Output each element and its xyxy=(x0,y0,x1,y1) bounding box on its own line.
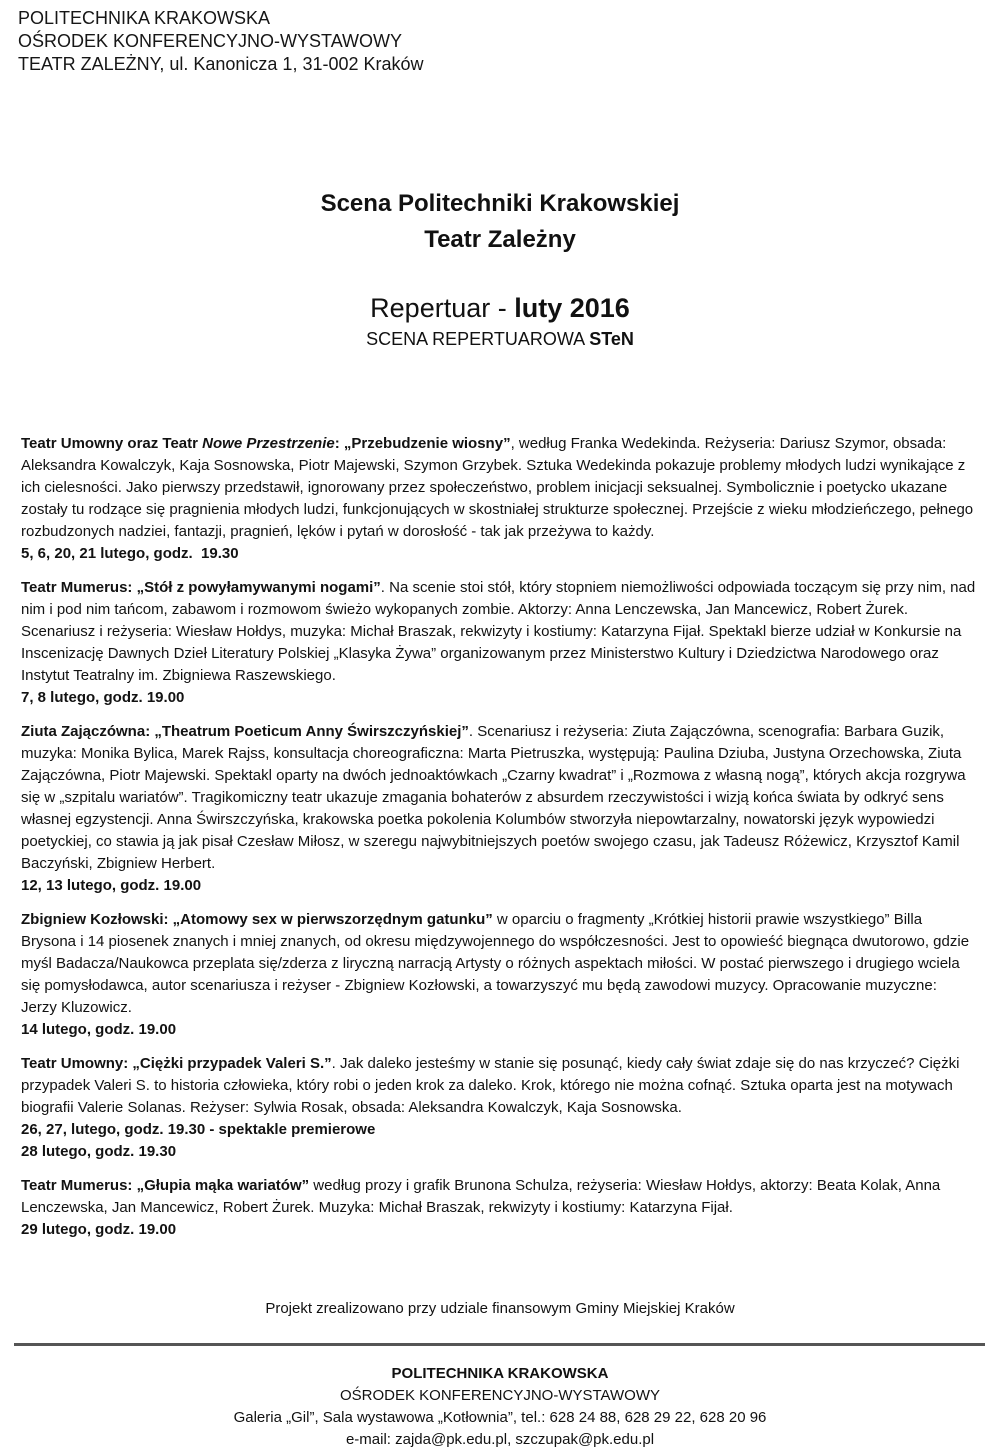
program-description xyxy=(21,721,976,875)
program-title-run: Teatr Umowny oraz Teatr xyxy=(21,435,203,452)
program-title-run: Zbigniew Kozłowski: „Atomowy sex w pierwszorzędnym gatunku” xyxy=(21,911,493,928)
repertoire-month: luty 2016 xyxy=(514,293,630,323)
program-text-run: . Scenariusz i reżyseria: Ziuta Zajączówna, scenografia: Barbara Guzik, muzyka: Monika Bylica, Marek Rajss, konsultacja choreograficzna: Marta Pietruszka, występują: Paulina Dziuba, Justyna Orzechowska, Ziuta Zajączówna, Piotr Majewski. Spektakl oparty na dwóch jednoaktówkach „Czarny kwadrat” i „Rozmowa z własną nogą”, których akcja rozgrywa się w „szpitalu wariatów”. Tragikomiczny teatr ukazuje zmagania bohaterów z absurdem rzeczywistości i wizją końca świata by odkryć sens własnej egzystencji. Anna Świrszczyńska, krakowska poetka pokolenia Kolumbów stworzyła niepowtarzalny, nowatorski język wypowiedzi poetyckiej, co stawia ją jak pisał Czesław Miłosz, w szeregu najwybitniejszych poetów swojego czasu, jak Tadeusz Różewicz, Krzysztof Kamil Baczyński, Zbigniew Herbert. xyxy=(21,723,966,872)
program-title-run: Teatr Mumerus: „Stół z powyłamywanymi nogami” xyxy=(21,579,381,596)
program-text-run: , według Franka Wedekinda. Reżyseria: Dariusz Szymor, obsada: Aleksandra Kowalczyk, Kaja Sosnowska, Piotr Majewski, Szymon Grzybek. Sztuka Wedekinda pokazuje problemy młodych ludzi wynikające z ich cielesności. Jako pierwszy przedstawił, ignorowany przez społeczeństwo, problem inicjacji seksualnej. Symbolicznie i poetycko ukazane zostały tu rodzące się pragnienia młodych ludzi, funkcjonujących w skostniałej strukturze społecznej. Przejście z wieku młodzieńczego, pełnego rozbudzonych nadziei, fantazji, pragnień, lęków i pytań w dorosłość - tak jak przeżywa to każdy. xyxy=(21,435,974,540)
program-description xyxy=(21,909,976,1019)
program-title-run: Ziuta Zajączówna: „Theatrum Poeticum Anny Świrszczyńskiej” xyxy=(21,723,469,740)
page-title-line1: Scena Politechniki Krakowskiej xyxy=(320,190,680,217)
program-date: 14 lutego, godz. 19.00 xyxy=(21,1021,177,1038)
program-text-run: . Na scenie stoi stół, który stopniem niemożliwości odpowiada toczącym się przy nim, nad nim i pod nim tańcom, zabawom i rozmowom świeżo wykopanych zombie. Aktorzy: Anna Lenczewska, Jan Mancewicz, Robert Żurek. Scenariusz i reżyseria: Wiesław Hołdys, muzyka: Michał Braszak, rekwizyty i kostiumy: Katarzyna Fijał. Spektakl bierze udział w Konkursie na Inscenizację Dawnych Dzieł Literatury Polskiej „Klasyka Żywa” organizowanym przez Ministerstwo Kultury i Dziedzictwa Narodowego oraz Instytut Teatralny im. Zbigniewa Raszewskiego. xyxy=(21,579,976,684)
stage-subtitle-label: SCENA REPERTUAROWA xyxy=(366,329,590,349)
stage-subtitle-name: STeN xyxy=(589,329,634,349)
program-text-run: . Jak daleko jesteśmy w stanie się posunąć, kiedy cały świat zdaje się do nas krzyczeć? Ciężki przypadek Valeri S. to historia człowieka, który robi o jeden krok za daleko. Krok, którego nie można cofnąć. Sztuka oparta jest na motywach biografii Valerie Solanas. Reżyser: Sylwia Rosak, obsada: Aleksandra Kowalczyk, Kaja Sosnowska. xyxy=(21,1055,960,1116)
program-title-run: Teatr Mumerus: „Głupia mąka wariatów” xyxy=(21,1177,310,1194)
program-description xyxy=(21,433,976,543)
stage-subtitle xyxy=(0,327,1000,351)
program-description xyxy=(21,1053,976,1119)
letterhead-center: OŚRODEK KONFERENCYJNO-WYSTAWOWY xyxy=(18,31,403,51)
program-date: 12, 13 lutego, godz. 19.00 xyxy=(21,877,202,894)
footer-center: OŚRODEK KONFERENCYJNO-WYSTAWOWY xyxy=(339,1387,660,1404)
footer-email: e-mail: zajda@pk.edu.pl, szczupak@pk.edu.pl xyxy=(345,1431,655,1447)
page-title-line2: Teatr Zależny xyxy=(424,226,576,253)
program-date: 5, 6, 20, 21 lutego, godz. 19.30 xyxy=(21,545,239,562)
program-entry xyxy=(21,909,976,1041)
program-description xyxy=(21,577,976,687)
program-description xyxy=(21,1175,976,1219)
program-entry xyxy=(21,1175,976,1241)
program-text-run: według prozy i grafik Brunona Schulza, reżyseria: Wiesław Hołdys, aktorzy: Beata Kolak, Anna Lenczewska, Jan Mancewicz, Robert Żurek. Muzyka: Michał Braszak, rekwizyty i kostiumy: Katarzyna Fijał. xyxy=(21,1177,941,1216)
letterhead xyxy=(0,0,1000,76)
title-block xyxy=(0,186,1000,351)
program-entry xyxy=(21,433,976,565)
program-entry xyxy=(21,577,976,709)
footer-block xyxy=(0,1363,1000,1447)
program-date: 29 lutego, godz. 19.00 xyxy=(21,1221,177,1238)
program-date: 28 lutego, godz. 19.30 xyxy=(21,1143,177,1160)
footer-divider xyxy=(14,1343,985,1346)
program-date: 26, 27, lutego, godz. 19.30 - spektakle premierowe xyxy=(21,1121,376,1138)
program-title-run: : „Przebudzenie wiosny” xyxy=(334,435,511,452)
repertoire-label: Repertuar - xyxy=(370,293,515,323)
program-entry xyxy=(21,721,976,897)
letterhead-address: TEATR ZALEŻNY, ul. Kanonicza 1, 31-002 Kraków xyxy=(18,54,424,74)
repertoire-list xyxy=(0,433,1000,1241)
program-title-run: Teatr Umowny: „Ciężki przypadek Valeri S.” xyxy=(21,1055,332,1072)
program-date: 7, 8 lutego, godz. 19.00 xyxy=(21,689,185,706)
footer-contact: Galeria „Gil”, Sala wystawowa „Kotłownia”, tel.: 628 24 88, 628 29 22, 628 20 96 xyxy=(233,1409,767,1426)
program-title-run: Nowe Przestrzenie xyxy=(202,435,335,452)
program-text-run: w oparciu o fragmenty „Krótkiej historii prawie wszystkiego” Billa Brysona i 14 piosenek znanych i mniej znanych, od okresu międzywojennego do współczesności. Jest to opowieść biegnąca dwutorowo, gdzie myśl Badacza/Naukowca przeplata się/zderza z liryczną narracją Artysty o różnych aspektach miłości. W postać pierwszego i drugiego wciela się pomysłodawca, autor scenariusza i reżyser - Zbigniew Kozłowski, a towarzyszyć mu będą zawodowi muzycy. Opracowanie muzyczne: Jerzy Kluzowicz. xyxy=(21,911,970,1016)
letterhead-org: POLITECHNIKA KRAKOWSKA xyxy=(18,8,271,28)
repertoire-heading xyxy=(0,289,1000,327)
program-entry xyxy=(21,1053,976,1163)
funding-note: Projekt zrealizowano przy udziale finansowym Gminy Miejskiej Kraków xyxy=(265,1300,735,1317)
footer-org: POLITECHNIKA KRAKOWSKA xyxy=(391,1365,609,1382)
